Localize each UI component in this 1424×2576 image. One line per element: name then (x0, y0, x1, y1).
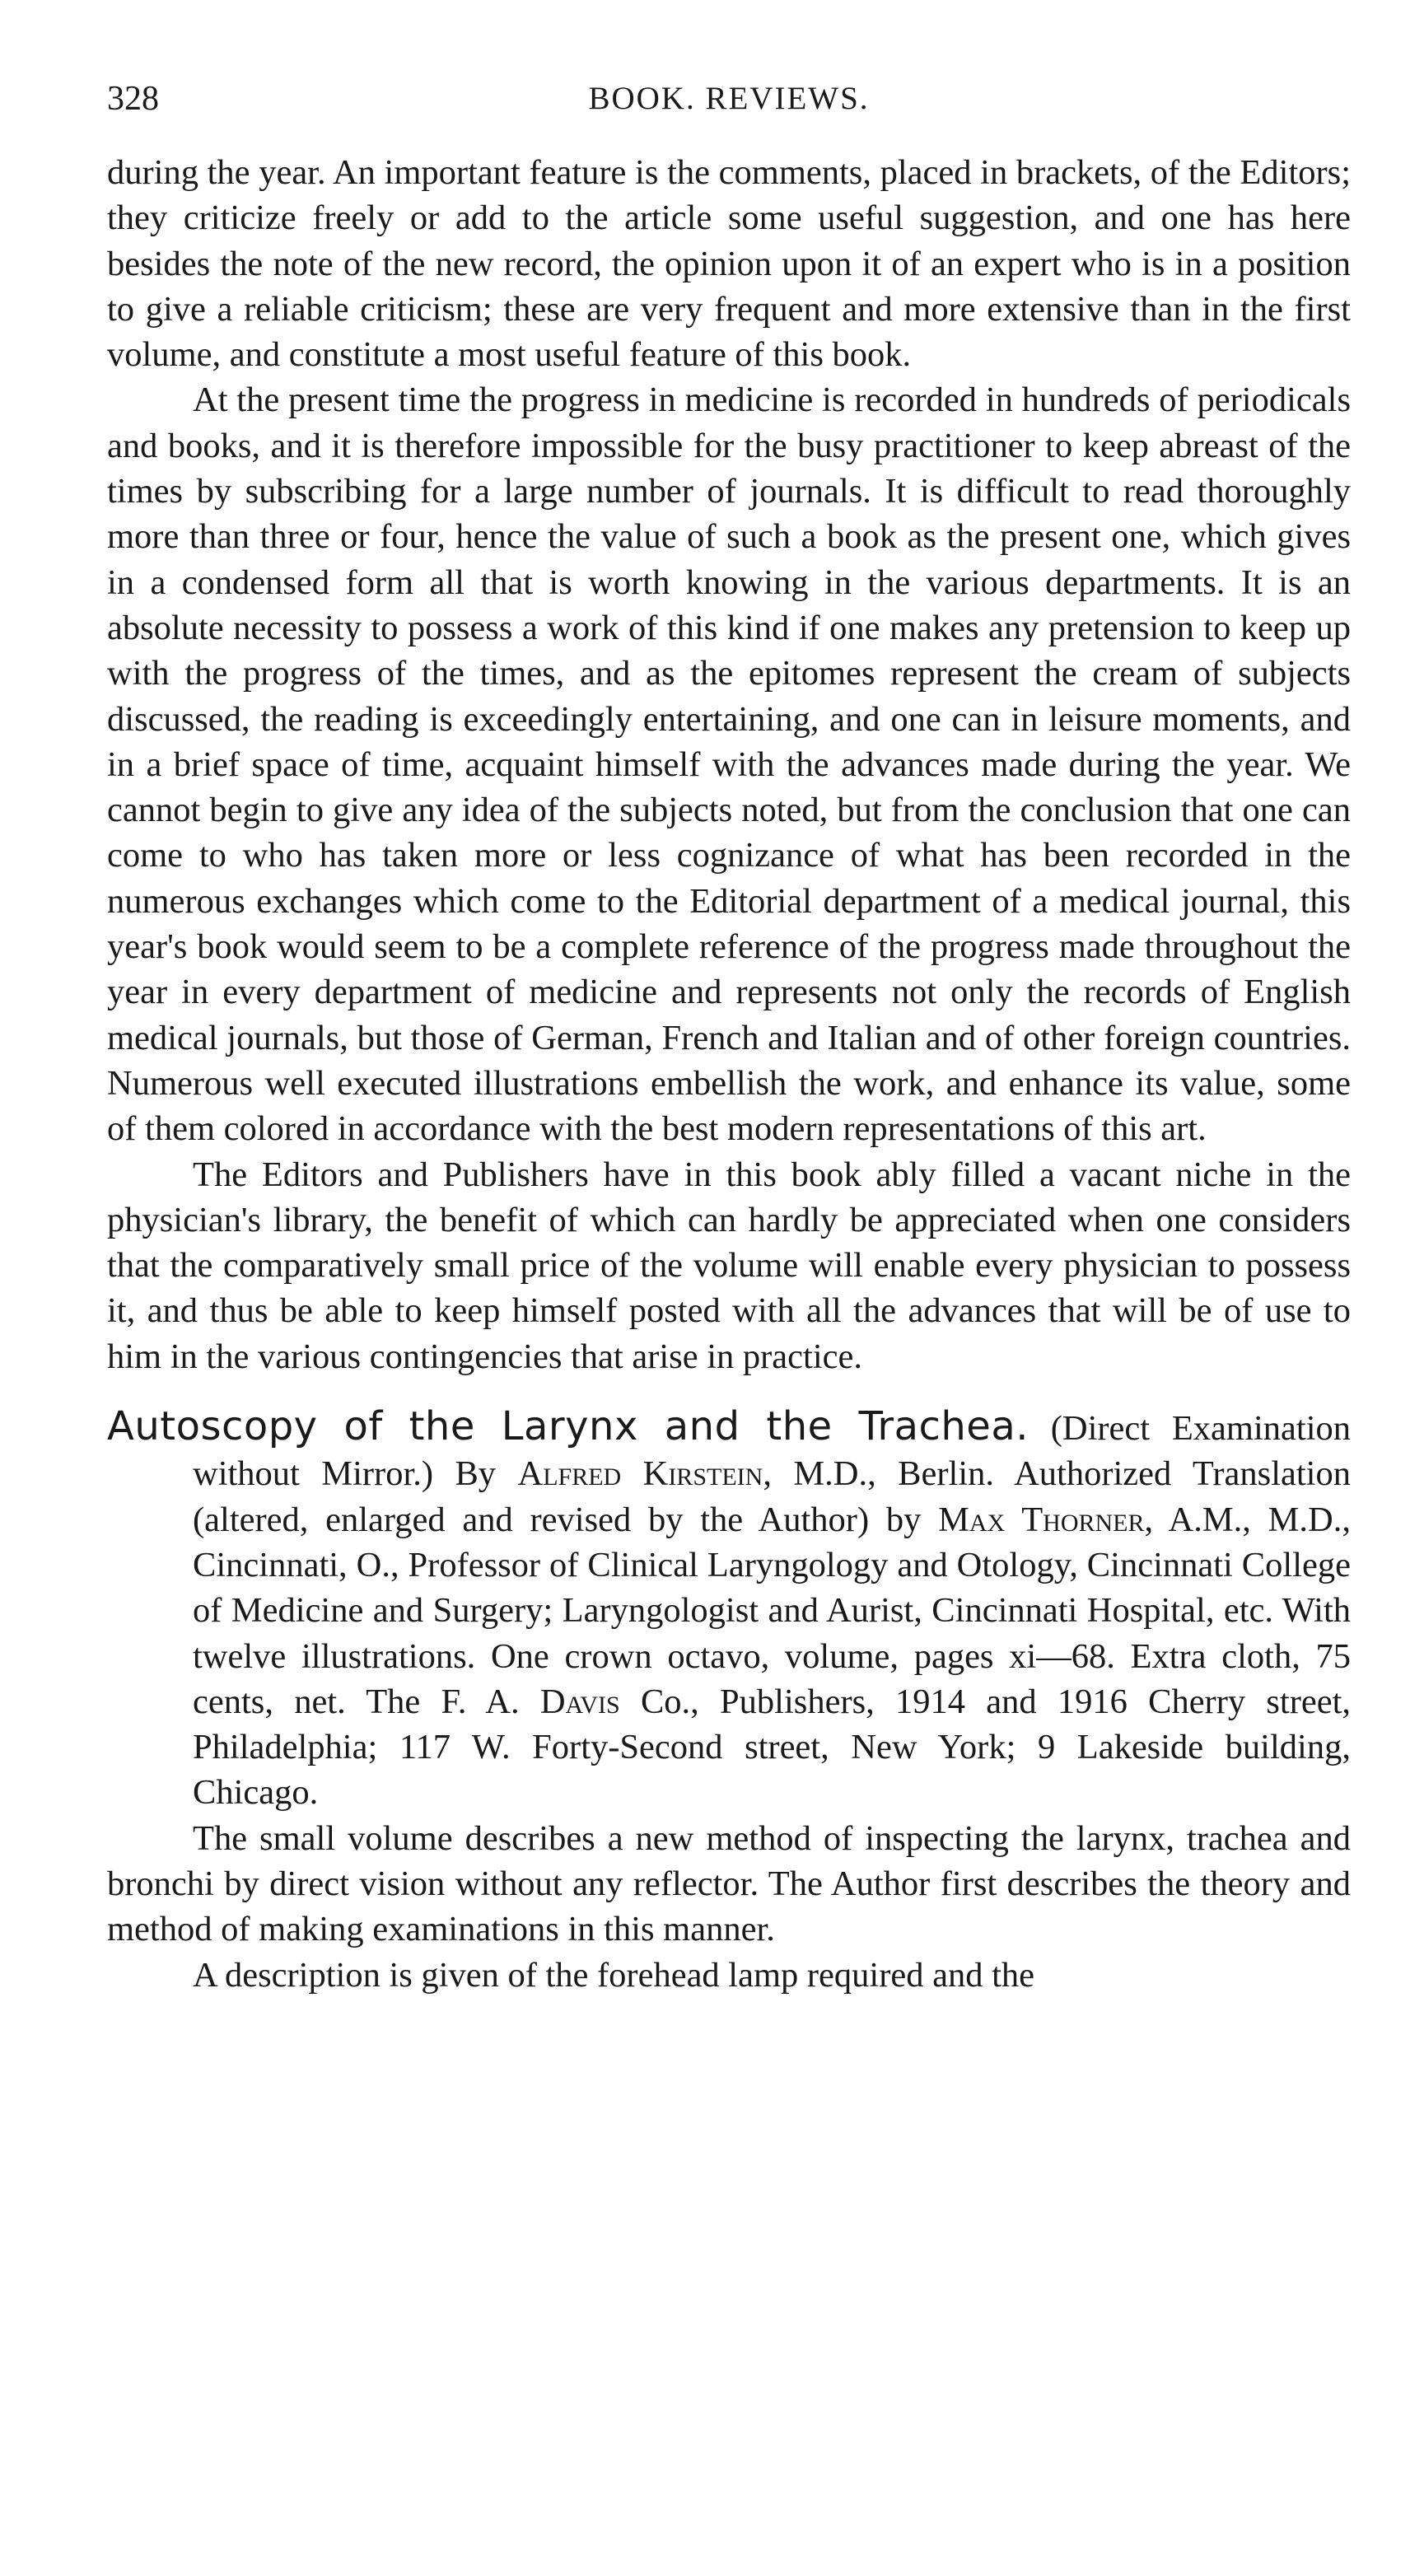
page (107, 74, 1351, 1998)
paragraph: At the present time the progress in medicine is recorded in hundreds of periodicals and books, and it is therefore impossible for the busy practitioner to keep abreast of the times by subscribing for a large number of journals. It is difficult to read thoroughly more than three or four, hence the value of such a book as the present one, which gives in a condensed form all that is worth knowing in the various departments. It is an absolute necessity to possess a work of this kind if one makes any pretension to keep up with the progress of the times, and as the epitomes represent the cream of subjects discussed, the reading is exceedingly entertaining, and one can in leisure moments, and in a brief space of time, acquaint himself with the advances made during the year. We cannot begin to give any idea of the subjects noted, but from the conclusion that one can come to who has taken more or less cognizance of what has been recorded in the numerous exchanges which come to the Editorial department of a medical journal, this year's book would seem to be a complete reference of the progress made throughout the year in every department of medicine and represents not only the records of English medical journals, but those of German, French and Italian and of other foreign countries. Numerous well executed illustrations embellish the work, and enhance its value, some of them colored in accordance with the best modern representations of this art. (107, 380, 1351, 1149)
paragraph: A description is given of the forehead lamp required and the (193, 1955, 1035, 1995)
review-title: Autoscopy of the Larynx and the Trachea. (107, 1403, 1029, 1450)
review-translator: Max Thorner (938, 1500, 1145, 1539)
review-publisher: Davis (539, 1682, 620, 1721)
review-author: Alfred Kirstein (517, 1454, 763, 1494)
running-head (107, 74, 1351, 124)
review-subtitle: (Direct Examination without Mirror.) By (193, 1409, 1351, 1494)
review-author-details: , M.D., Berlin. Authorized Translation (altered, enlarged and revised by the Author) by (193, 1454, 1351, 1539)
running-title: BOOK. REVIEWS. (588, 81, 870, 116)
review-entry (107, 1404, 1351, 1816)
paragraph-continued: during the year. An important feature is the comments, placed in brackets, of the Editors; they criticize freely or add to the article some useful suggestion, and one has here besides the note of the new record, the opinion upon it of an expert who is in a position to give a reliable criticism; these are very frequent and more extensive than in the first volume, and constitute a most useful feature of this book. (107, 153, 1351, 375)
review-translator-details: , A.M., M.D., Cincinnati, O., Professor of Clinical Laryngology and Otology, Cincinnati College of Medicine and Surgery; Laryngologist and Aurist, Cincinnati Hospital, etc. With twelve illustrations. One crown octavo, volume, pages xi—68. Extra cloth, 75 cents, net. The F. A. (193, 1500, 1351, 1721)
body-text (107, 150, 1351, 1379)
paragraph: The Editors and Publishers have in this book ably filled a vacant niche in the physician's library, the benefit of which can hardly be appreciated when one considers that the comparatively small price of the volume will enable every physician to possess it, and thus be able to keep himself posted with all the advances that will be of use to him in the various contingencies that arise in practice. (107, 1155, 1351, 1376)
review-body (107, 1816, 1351, 1998)
page-number: 328 (107, 80, 159, 118)
paragraph: The small volume describes a new method of inspecting the larynx, trachea and bronchi by direct vision without any reflector. The Author first describes the theory and method of making examinations in this manner. (107, 1818, 1351, 1949)
review-publisher-details: Co., Publishers, 1914 and 1916 Cherry street, Philadelphia; 117 W. Forty-Second street, New York; 9 Lakeside building, Chicago. (193, 1682, 1352, 1813)
